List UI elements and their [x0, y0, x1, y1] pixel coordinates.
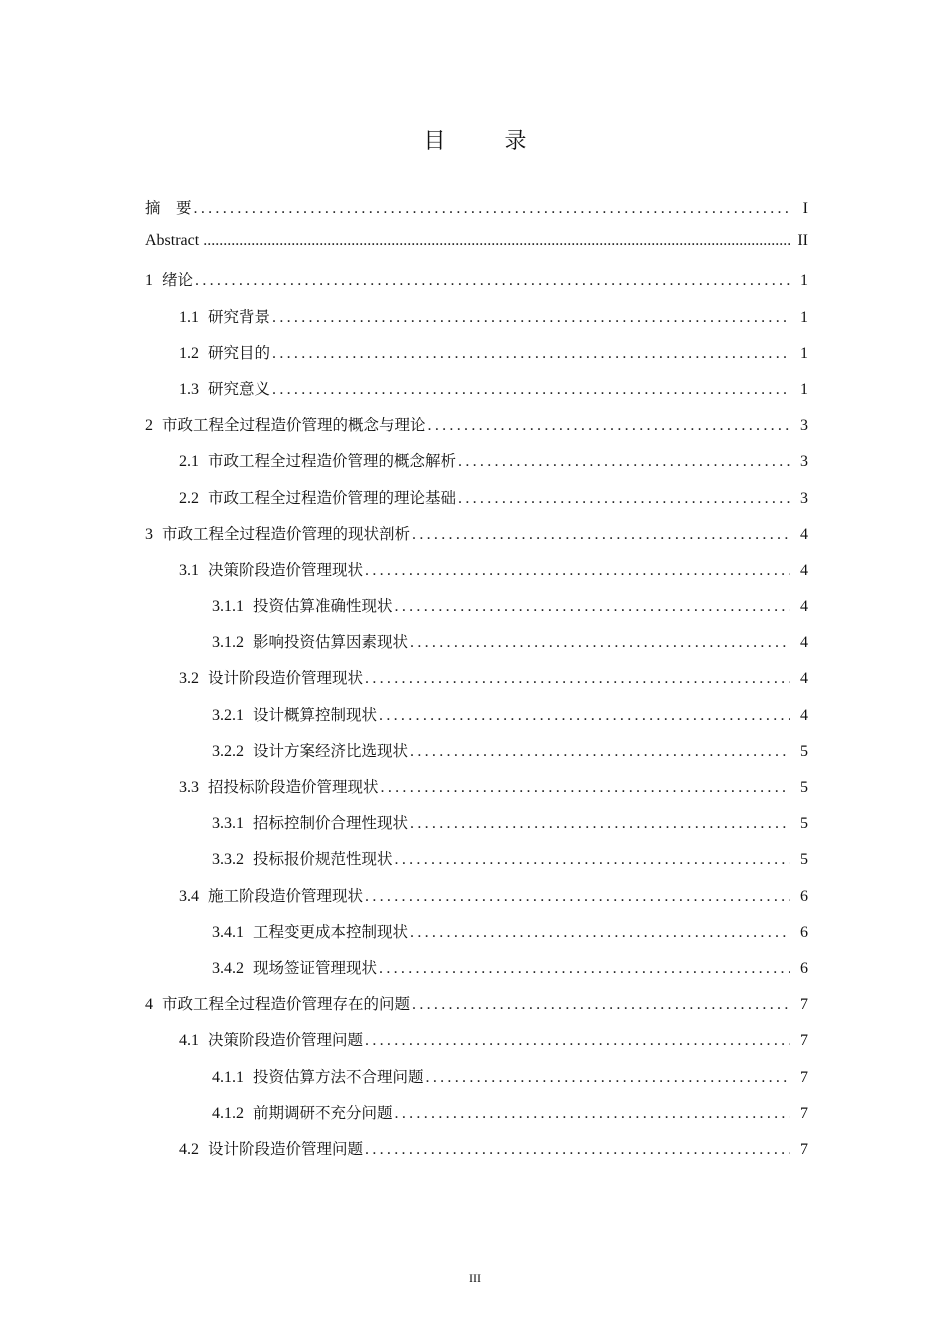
- toc-entry-page: 5: [800, 815, 808, 833]
- toc-leader-dots: [365, 1032, 790, 1050]
- toc-entry-page: 4: [800, 670, 808, 688]
- toc-entry-page: 7: [800, 1032, 808, 1050]
- toc-entry[interactable]: [145, 305, 808, 341]
- toc-entry-title: 投标报价规范性现状: [253, 850, 393, 869]
- toc-leader-dots: [458, 453, 790, 471]
- toc-entry[interactable]: [145, 232, 808, 268]
- toc-entry[interactable]: [145, 341, 808, 377]
- toc-entry-page: 3: [800, 417, 808, 435]
- toc-entry-page: 5: [800, 742, 808, 760]
- toc-leader-dots: [410, 634, 790, 652]
- toc-entry-page: 5: [800, 851, 808, 869]
- toc-entry-page: 1: [800, 272, 808, 290]
- toc-entry[interactable]: [145, 486, 808, 522]
- toc-leader-dots: [410, 815, 790, 833]
- toc-entry[interactable]: [145, 847, 808, 883]
- toc-entry[interactable]: [145, 739, 808, 775]
- toc-entry[interactable]: [145, 268, 808, 304]
- footer-page-number: III: [469, 1271, 481, 1285]
- toc-entry-title: 现场签证管理现状: [253, 958, 378, 977]
- toc-entry[interactable]: [145, 703, 808, 739]
- toc-entry-number: 3.2.1: [212, 706, 244, 724]
- toc-leader-dots: [272, 381, 790, 399]
- toc-entry-number: 3.1: [179, 561, 199, 579]
- toc-entry-number: 3: [145, 525, 153, 543]
- toc-entry-page: 1: [800, 380, 808, 398]
- toc-entry-number: 3.2: [179, 670, 199, 688]
- toc-entry-title: 决策阶段造价管理问题: [208, 1031, 364, 1050]
- toc-entry-title: 设计概算控制现状: [253, 705, 378, 724]
- toc-entry-number: 3.4.1: [212, 923, 244, 941]
- toc-entry[interactable]: [145, 413, 808, 449]
- toc-entry-page: 7: [800, 1104, 808, 1122]
- toc-entry-page: II: [797, 232, 808, 250]
- toc-entry-number: 4.1.1: [212, 1068, 244, 1086]
- toc-entry-number: 3.1.1: [212, 598, 244, 616]
- toc-leader-dots: [458, 490, 790, 508]
- toc-entry-title: 摘 要: [145, 199, 192, 217]
- toc-entry-title: 市政工程全过程造价管理存在的问题: [162, 995, 411, 1014]
- toc-leader-dots: [395, 598, 790, 616]
- toc-entry-title: 招标控制价合理性现状: [253, 814, 409, 833]
- toc-entry-page: 4: [800, 598, 808, 616]
- toc-entry-title: 市政工程全过程造价管理的理论基础: [208, 488, 457, 507]
- toc-entry-title: 市政工程全过程造价管理的概念解析: [208, 452, 457, 471]
- toc-entry-number: 1.1: [179, 308, 199, 326]
- toc-entry-title: 决策阶段造价管理现状: [208, 560, 364, 579]
- toc-entry-number: 2.1: [179, 453, 199, 471]
- toc-leader-dots: [195, 272, 790, 290]
- toc-leader-dots: [379, 960, 790, 978]
- table-of-contents: [145, 196, 808, 1173]
- toc-entry[interactable]: [145, 377, 808, 413]
- toc-leader-dots: [365, 670, 790, 688]
- toc-entry-page: 6: [800, 887, 808, 905]
- toc-entry[interactable]: [145, 992, 808, 1028]
- toc-entry-page: 3: [800, 453, 808, 471]
- toc-entry-title: 市政工程全过程造价管理的概念与理论: [162, 416, 426, 435]
- toc-leader-dots: [272, 345, 790, 363]
- toc-entry-page: 3: [800, 489, 808, 507]
- toc-entry-page: 7: [800, 996, 808, 1014]
- toc-entry-number: 3.3.2: [212, 851, 244, 869]
- toc-entry-title: 研究背景: [208, 307, 271, 326]
- toc-leader-dots: [194, 200, 790, 218]
- toc-entry[interactable]: [145, 449, 808, 485]
- toc-leader-dots: [365, 888, 790, 906]
- toc-entry-title: 施工阶段造价管理现状: [208, 886, 364, 905]
- toc-entry-number: 3.1.2: [212, 634, 244, 652]
- toc-leader-dots: [379, 707, 790, 725]
- toc-entry-number: 1.2: [179, 344, 199, 362]
- toc-entry-title: 研究意义: [208, 379, 271, 398]
- toc-leader-dots: [365, 562, 790, 580]
- toc-entry[interactable]: [145, 1065, 808, 1101]
- toc-leader-dots: [412, 526, 790, 544]
- toc-entry-number: 4.1: [179, 1032, 199, 1050]
- toc-leader-dots: [426, 1069, 790, 1087]
- toc-leader-dots: [395, 851, 790, 869]
- toc-entry-title: 市政工程全过程造价管理的现状剖析: [162, 524, 411, 543]
- toc-leader-dots: [381, 779, 790, 797]
- toc-entry-title: 投资估算准确性现状: [253, 597, 393, 616]
- toc-entry-number: 3.2.2: [212, 742, 244, 760]
- toc-entry-page: 7: [800, 1068, 808, 1086]
- toc-entry-title: 工程变更成本控制现状: [253, 922, 409, 941]
- toc-entry-page: 4: [800, 634, 808, 652]
- toc-entry-title: 设计阶段造价管理问题: [208, 1139, 364, 1158]
- toc-leader-dots: [203, 232, 790, 250]
- toc-entry[interactable]: [145, 594, 808, 630]
- toc-entry-title: 招投标阶段造价管理现状: [208, 778, 379, 796]
- toc-entry[interactable]: [145, 630, 808, 666]
- toc-entry-number: 4.1.2: [212, 1104, 244, 1122]
- toc-entry-page: 1: [800, 344, 808, 362]
- toc-leader-dots: [272, 309, 790, 327]
- toc-entry-page: 7: [800, 1140, 808, 1158]
- toc-entry-page: I: [802, 200, 808, 217]
- toc-entry[interactable]: [145, 920, 808, 956]
- toc-entry-page: 6: [800, 923, 808, 941]
- toc-entry-number: 3.4.2: [212, 959, 244, 977]
- toc-entry[interactable]: [145, 884, 808, 920]
- toc-entry-title: 设计阶段造价管理现状: [208, 669, 364, 688]
- toc-entry-page: 4: [800, 561, 808, 579]
- toc-leader-dots: [365, 1141, 790, 1159]
- toc-entry-number: 3.3: [179, 779, 199, 796]
- toc-entry[interactable]: [145, 1101, 808, 1137]
- toc-entry-page: 5: [800, 779, 808, 796]
- toc-leader-dots: [395, 1105, 790, 1123]
- toc-entry[interactable]: [145, 196, 808, 232]
- page-title: 目 录: [423, 129, 553, 154]
- toc-leader-dots: [412, 996, 790, 1014]
- toc-entry-title: 投资估算方法不合理问题: [253, 1067, 424, 1086]
- toc-entry-title: Abstract: [145, 232, 200, 250]
- toc-leader-dots: [428, 417, 790, 435]
- toc-entry-title: 研究目的: [208, 343, 271, 362]
- toc-entry[interactable]: [145, 558, 808, 594]
- toc-entry-number: 4: [145, 996, 153, 1014]
- toc-entry-page: 4: [800, 706, 808, 724]
- toc-entry[interactable]: [145, 666, 808, 702]
- toc-entry-title: 绪论: [162, 271, 194, 290]
- toc-entry[interactable]: [145, 956, 808, 992]
- toc-entry-number: 3.3.1: [212, 815, 244, 833]
- toc-entry-number: 2: [145, 417, 153, 435]
- toc-entry-title: 前期调研不充分问题: [253, 1103, 393, 1122]
- toc-entry-page: 6: [800, 959, 808, 977]
- toc-entry[interactable]: [145, 775, 808, 811]
- toc-entry[interactable]: [145, 811, 808, 847]
- toc-leader-dots: [410, 924, 790, 942]
- toc-entry[interactable]: [145, 522, 808, 558]
- toc-leader-dots: [410, 743, 790, 761]
- toc-entry-number: 1: [145, 272, 153, 290]
- toc-entry[interactable]: [145, 1028, 808, 1064]
- toc-entry[interactable]: [145, 1137, 808, 1173]
- toc-entry-page: 1: [800, 308, 808, 326]
- toc-entry-number: 3.4: [179, 887, 199, 905]
- toc-entry-page: 4: [800, 525, 808, 543]
- toc-entry-title: 影响投资估算因素现状: [253, 633, 409, 652]
- toc-entry-number: 4.2: [179, 1140, 199, 1158]
- toc-entry-number: 1.3: [179, 380, 199, 398]
- toc-entry-title: 设计方案经济比选现状: [253, 741, 409, 760]
- toc-entry-number: 2.2: [179, 489, 199, 507]
